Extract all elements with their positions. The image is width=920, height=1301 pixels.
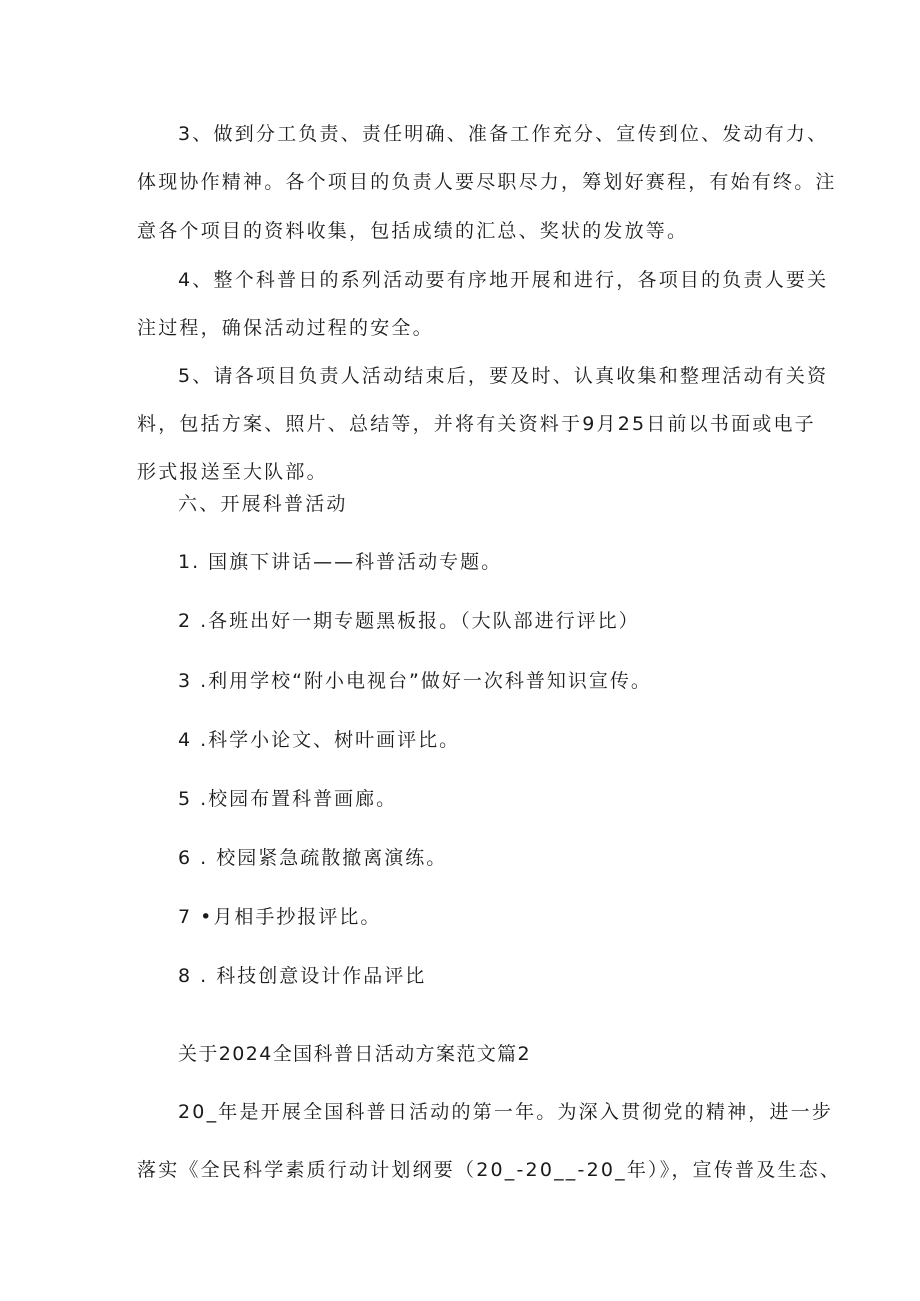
paragraph-5-line-2: 料，包括方案、照片、总结等，并将有关资料于9月25日前以书面或电子 — [137, 413, 816, 435]
intro-line-2: 落实《全民科学素质行动计划纲要（20_-20__-20_年）》，宣传普及生态、 — [137, 1159, 842, 1181]
paragraph-5-line-3: 形式报送至大队部。 — [137, 461, 328, 483]
section-heading: 六、开展科普活动 — [178, 493, 348, 515]
paragraph-3-line-2: 体现协作精神。各个项目的负责人要尽职尽力，筹划好赛程，有始有终。注 — [137, 171, 837, 193]
paragraph-3-line-3: 意各个项目的资料收集，包括成绩的汇总、奖状的发放等。 — [137, 220, 689, 242]
article-title: 关于2024全国科普日活动方案范文篇2 — [178, 1043, 532, 1065]
activity-item-4: 4 .科学小论文、树叶画评比。 — [178, 729, 461, 751]
activity-item-8: 8 . 科技创意设计作品评比 — [178, 965, 427, 987]
paragraph-5-line-1: 5、请各项目负责人活动结束后，要及时、认真收集和整理活动有关资 — [178, 365, 829, 387]
activity-item-3: 3 .利用学校“附小电视台”做好一次科普知识宣传。 — [178, 670, 652, 692]
paragraph-4-line-2: 注过程，确保活动过程的安全。 — [137, 317, 434, 339]
activity-item-5: 5 .校园布置科普画廊。 — [178, 788, 398, 810]
activity-item-6: 6 . 校园紧急疏散撤离演练。 — [178, 847, 448, 869]
intro-line-1: 20_年是开展全国科普日活动的第一年。为深入贯彻党的精神，进一步 — [178, 1101, 834, 1123]
paragraph-4-line-1: 4、整个科普日的系列活动要有序地开展和进行，各项目的负责人要关 — [178, 269, 829, 291]
activity-item-1: 1. 国旗下讲话——科普活动专题。 — [178, 551, 503, 573]
activity-item-2: 2 .各班出好一期专题黑板报。（大队部进行评比） — [178, 610, 640, 632]
paragraph-3-line-1: 3、做到分工负责、责任明确、准备工作充分、宣传到位、发动有力、 — [178, 123, 829, 145]
activity-item-7: 7 •月相手抄报评比。 — [178, 906, 382, 928]
